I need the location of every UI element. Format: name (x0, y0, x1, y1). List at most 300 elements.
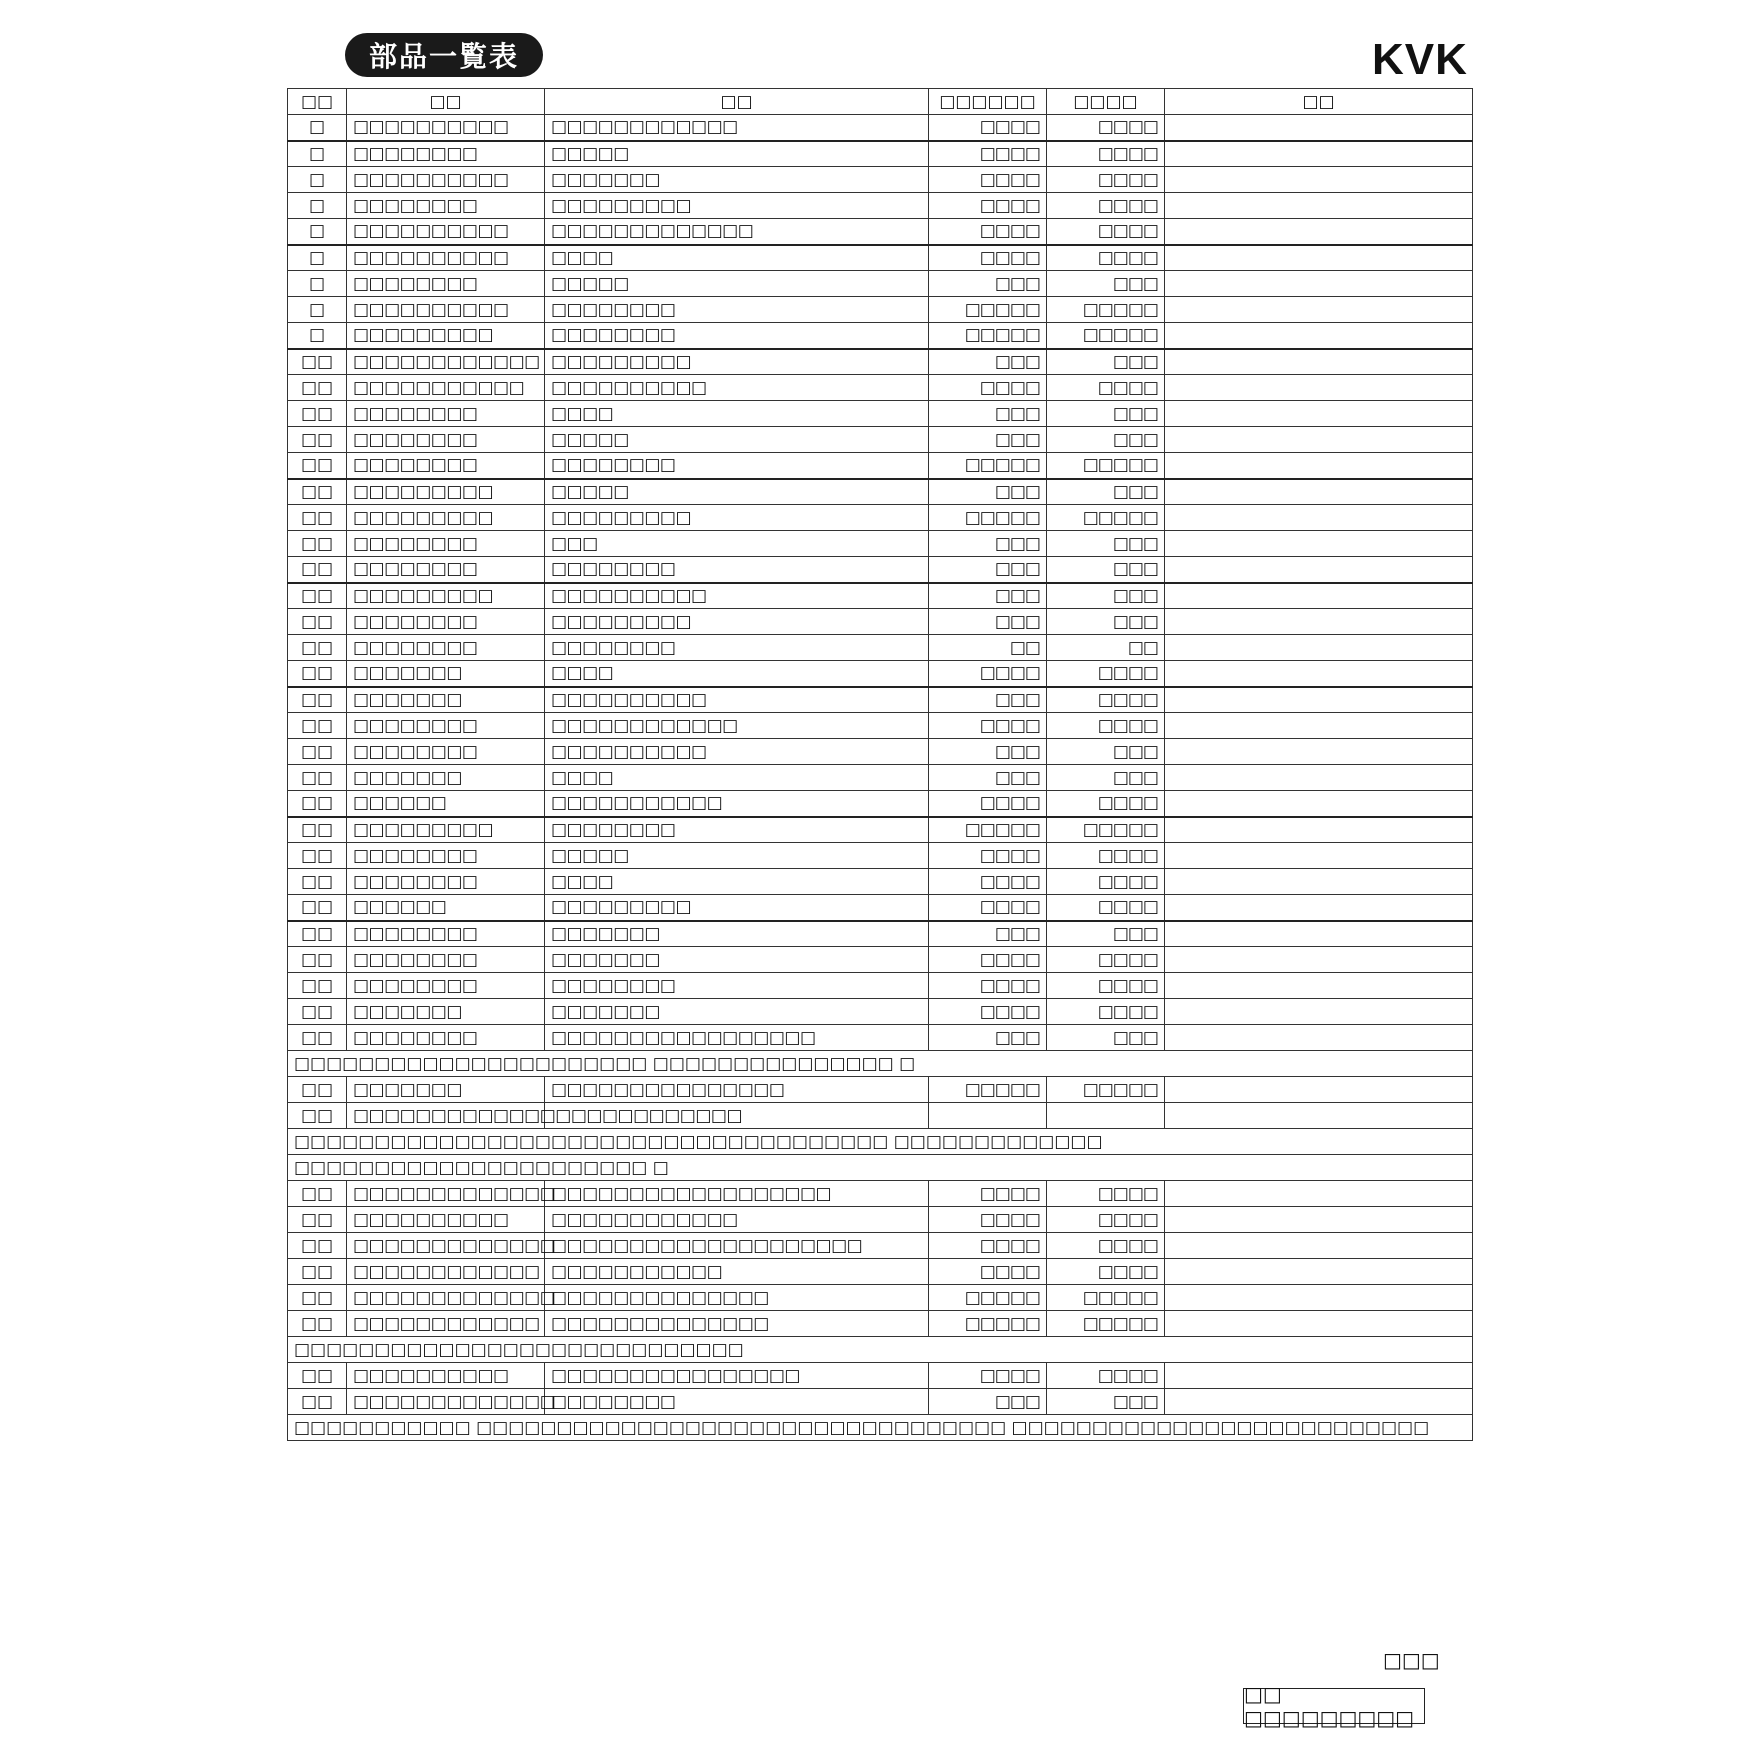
cell-code: □□□□□□□□ (347, 1025, 545, 1051)
cell-name: □□□□□□□□ (545, 817, 929, 843)
cell-code: □□□□□□□□□□□□ (347, 1311, 545, 1337)
cell-code: □□□□□□□□□□□□□ (347, 1285, 545, 1311)
cell-price-1: □□□□ (929, 973, 1047, 999)
cell-code: □□□□□□□□□□□□□ (347, 1181, 545, 1207)
cell-remarks (1165, 323, 1473, 349)
cell-remarks (1165, 219, 1473, 245)
cell-remarks (1165, 1233, 1473, 1259)
cell-no: □□ (288, 583, 347, 609)
cell-no: □□ (288, 895, 347, 921)
cell-no: □□ (288, 505, 347, 531)
cell-remarks (1165, 739, 1473, 765)
cell-price-1: □□□□ (929, 869, 1047, 895)
cell-code: □□□□□□□□□ (347, 323, 545, 349)
cell-code: □□□□□□□□□□ (347, 245, 545, 271)
cell-name: □□□□□□□□ (545, 453, 929, 479)
cell-code: □□□□□□□□□□ (347, 1207, 545, 1233)
cell-code: □□□□□□□ (347, 661, 545, 687)
cell-no: □□ (288, 739, 347, 765)
cell-price-2: □□□□ (1047, 999, 1165, 1025)
cell-name: □□□□□□□□□□□□□□□□□□□□ (545, 1233, 929, 1259)
cell-code: □□□□□□□ (347, 999, 545, 1025)
cell-name: □□□□□□□□ (545, 635, 929, 661)
cell-price-2: □□□ (1047, 401, 1165, 427)
header-price-1: □□□□□□ (929, 89, 1047, 115)
cell-no: □□ (288, 609, 347, 635)
cell-price-2: □□□ (1047, 557, 1165, 583)
cell-price-2: □□□ (1047, 479, 1165, 505)
cell-remarks (1165, 869, 1473, 895)
cell-price-2: □□ (1047, 635, 1165, 661)
cell-remarks (1165, 1259, 1473, 1285)
cell-remarks (1165, 531, 1473, 557)
cell-price-2: □□□ (1047, 427, 1165, 453)
cell-no: □ (288, 167, 347, 193)
cell-price-2: □□□□□ (1047, 1311, 1165, 1337)
note-row (288, 1155, 1473, 1181)
cell-name: □□□□□□□□□ (545, 609, 929, 635)
cell-remarks (1165, 817, 1473, 843)
cell-no: □□ (288, 635, 347, 661)
cell-price-1: □□□ (929, 271, 1047, 297)
cell-name: □□□□ (545, 401, 929, 427)
cell-price-1: □□□□ (929, 895, 1047, 921)
cell-no: □□ (288, 427, 347, 453)
cell-no: □□ (288, 999, 347, 1025)
cell-price-1: □□□□ (929, 999, 1047, 1025)
cell-price-2: □□□□ (1047, 167, 1165, 193)
table-row (288, 921, 1473, 947)
cell-remarks (1165, 453, 1473, 479)
cell-price-1: □□□□ (929, 1181, 1047, 1207)
cell-code: □□□□□□□□ (347, 271, 545, 297)
cell-code: □□□□□□□□ (347, 427, 545, 453)
cell-code: □□□□□□□□ (347, 947, 545, 973)
note-row (288, 1129, 1473, 1155)
cell-remarks (1165, 167, 1473, 193)
cell-remarks (1165, 245, 1473, 271)
table-row (288, 999, 1473, 1025)
cell-price-1: □□□□□ (929, 297, 1047, 323)
cell-remarks (1165, 947, 1473, 973)
cell-name: □□□□□□□□ (545, 973, 929, 999)
cell-price-1: □□□ (929, 1389, 1047, 1415)
cell-price-1: □□□ (929, 687, 1047, 713)
cell-name: □□□ (545, 531, 929, 557)
note-text: □□□□□□□□□□□□□□□□□□□□□□ □□□□□□□□□□□□□□□ □ (288, 1051, 1473, 1077)
table-row (288, 453, 1473, 479)
cell-remarks (1165, 973, 1473, 999)
cell-price-1: □□□□ (929, 1207, 1047, 1233)
cell-price-2: □□□□ (1047, 1207, 1165, 1233)
cell-code: □□□□□□□□□□ (347, 219, 545, 245)
cell-remarks (1165, 1077, 1473, 1103)
cell-no: □ (288, 141, 347, 167)
table-row (288, 1259, 1473, 1285)
cell-code: □□□□□□□□□□ (347, 1363, 545, 1389)
table-row (288, 1077, 1473, 1103)
cell-price-1: □□□□ (929, 713, 1047, 739)
cell-remarks (1165, 271, 1473, 297)
cell-name: □□□□□□□□ (545, 323, 929, 349)
table-row (288, 557, 1473, 583)
cell-name: □□□□□□□□ (545, 297, 929, 323)
table-row (288, 271, 1473, 297)
cell-price-1: □□□ (929, 349, 1047, 375)
cell-no: □□ (288, 921, 347, 947)
cell-no: □□ (288, 1311, 347, 1337)
cell-remarks (1165, 1285, 1473, 1311)
cell-code: □□□□□□□□ (347, 453, 545, 479)
cell-no: □□ (288, 1077, 347, 1103)
cell-name: □□□□□□□ (545, 947, 929, 973)
cell-price-2: □□□□□ (1047, 323, 1165, 349)
cell-price-2: □□□□ (1047, 973, 1165, 999)
cell-no: □□ (288, 1181, 347, 1207)
document-code: □□ □□□□□□□□□ (1243, 1688, 1425, 1724)
cell-no: □□ (288, 401, 347, 427)
cell-code: □□□□□□□□□□□ (347, 375, 545, 401)
table-body (288, 115, 1473, 1441)
cell-code: □□□□□□□□ (347, 401, 545, 427)
table-row (288, 323, 1473, 349)
table-row (288, 739, 1473, 765)
cell-price-1: □□□ (929, 765, 1047, 791)
table-row (288, 479, 1473, 505)
cell-remarks (1165, 687, 1473, 713)
cell-price-2: □□□□ (1047, 843, 1165, 869)
table-row (288, 349, 1473, 375)
cell-price-1: □□□□ (929, 661, 1047, 687)
cell-price-1: □□□□□ (929, 505, 1047, 531)
cell-price-2: □□□ (1047, 1389, 1165, 1415)
cell-remarks (1165, 791, 1473, 817)
cell-name: □□□□□ (545, 141, 929, 167)
header-code: □□ (347, 89, 545, 115)
cell-remarks (1165, 609, 1473, 635)
cell-remarks (1165, 401, 1473, 427)
cell-remarks (1165, 843, 1473, 869)
table-row (288, 869, 1473, 895)
table-row (288, 1025, 1473, 1051)
cell-code: □□□□□□□□□ (347, 505, 545, 531)
cell-name: □□□□□□□□□□ (545, 739, 929, 765)
cell-price-2: □□□□ (1047, 1233, 1165, 1259)
cell-remarks (1165, 1207, 1473, 1233)
table-row (288, 531, 1473, 557)
cell-price-2: □□□□ (1047, 895, 1165, 921)
table-row (288, 375, 1473, 401)
cell-remarks (1165, 427, 1473, 453)
cell-name: □□□□□□□□□ (545, 505, 929, 531)
cell-price-2 (1047, 1103, 1165, 1129)
cell-name: □□□□□ (545, 271, 929, 297)
cell-remarks (1165, 141, 1473, 167)
note-text: □□□□□□□□□□□ □□□□□□□□□□□□□□□□□□□□□□□□□□□□□□□□□ □□□□□□□□□□□□□□□□□□□□□□□□□□ (288, 1415, 1473, 1441)
header-name: □□ (545, 89, 929, 115)
cell-name: □□□□ (545, 869, 929, 895)
table-row (288, 817, 1473, 843)
cell-no: □ (288, 245, 347, 271)
table-header-row (288, 89, 1473, 115)
cell-no: □□ (288, 1389, 347, 1415)
cell-name: □□□□□□□□□□□□□□ (545, 1311, 929, 1337)
cell-remarks (1165, 1311, 1473, 1337)
cell-price-2: □□□□ (1047, 115, 1165, 141)
cell-no: □□ (288, 1259, 347, 1285)
table-row (288, 297, 1473, 323)
cell-price-2: □□□ (1047, 921, 1165, 947)
table-row (288, 219, 1473, 245)
cell-remarks (1165, 583, 1473, 609)
cell-price-1: □□□□□ (929, 1285, 1047, 1311)
cell-no: □□ (288, 1207, 347, 1233)
table-row (288, 895, 1473, 921)
cell-name: □□□□ (545, 245, 929, 271)
cell-name: □□□□□□□□□ (545, 193, 929, 219)
table-row (288, 401, 1473, 427)
cell-remarks (1165, 1181, 1473, 1207)
cell-price-1: □□□□ (929, 1233, 1047, 1259)
table-row (288, 1181, 1473, 1207)
page-title: 部品一覧表 (345, 33, 543, 77)
cell-code: □□□□□□□□ (347, 141, 545, 167)
table-row (288, 765, 1473, 791)
cell-name: □□□□□□□□□□□□□□□□□ (545, 1025, 929, 1051)
cell-price-2: □□□□□ (1047, 505, 1165, 531)
cell-no: □ (288, 297, 347, 323)
cell-price-1: □□□□ (929, 791, 1047, 817)
cell-no: □□ (288, 1285, 347, 1311)
table-row (288, 1103, 1473, 1129)
cell-price-2: □□□□ (1047, 219, 1165, 245)
cell-price-1: □□□□ (929, 245, 1047, 271)
table-row (288, 713, 1473, 739)
cell-price-1: □□□□□ (929, 323, 1047, 349)
cell-price-1: □□□ (929, 531, 1047, 557)
cell-code: □□□□□□□□ (347, 193, 545, 219)
cell-remarks (1165, 479, 1473, 505)
cell-no: □ (288, 115, 347, 141)
table-row (288, 1363, 1473, 1389)
cell-price-1: □□□□□ (929, 817, 1047, 843)
table-row (288, 687, 1473, 713)
cell-remarks (1165, 557, 1473, 583)
cell-price-1: □□□ (929, 557, 1047, 583)
cell-price-2: □□□□ (1047, 713, 1165, 739)
cell-code: □□□□□□□□ (347, 557, 545, 583)
cell-no: □□ (288, 557, 347, 583)
cell-remarks (1165, 505, 1473, 531)
cell-code: □□□□□□ (347, 895, 545, 921)
table-row (288, 1311, 1473, 1337)
cell-no: □□ (288, 1363, 347, 1389)
cell-code: □□□□□□□□ (347, 973, 545, 999)
cell-no: □ (288, 219, 347, 245)
cell-price-1: □□□ (929, 921, 1047, 947)
cell-code: □□□□□□□□□□ (347, 297, 545, 323)
cell-code: □□□□□□□□ (347, 843, 545, 869)
cell-code: □□□□□□□ (347, 765, 545, 791)
cell-code: □□□□□□□□ (347, 609, 545, 635)
cell-no: □□ (288, 1025, 347, 1051)
cell-price-2: □□□ (1047, 271, 1165, 297)
table-row (288, 791, 1473, 817)
cell-price-2: □□□□ (1047, 869, 1165, 895)
cell-remarks (1165, 661, 1473, 687)
cell-price-1: □□□ (929, 427, 1047, 453)
cell-price-1: □□□□ (929, 947, 1047, 973)
cell-name: □□□□□□□□□□□□ (545, 713, 929, 739)
cell-name: □□□□□□□□ (545, 557, 929, 583)
cell-price-1: □□□□ (929, 115, 1047, 141)
cell-price-2: □□□□ (1047, 791, 1165, 817)
cell-name: □□□□□□□□□□□□□□□ (545, 1077, 929, 1103)
cell-price-1: □□□ (929, 583, 1047, 609)
table-row (288, 141, 1473, 167)
cell-remarks (1165, 921, 1473, 947)
table-row (288, 609, 1473, 635)
cell-code: □□□□□□□□□□□□□ (347, 1389, 545, 1415)
table-row (288, 973, 1473, 999)
cell-remarks (1165, 375, 1473, 401)
cell-price-1: □□ (929, 635, 1047, 661)
cell-name: □□□□□□□□□□□□□□□□□□ (545, 1181, 929, 1207)
cell-price-1: □□□□ (929, 1363, 1047, 1389)
cell-name: □□□□□□□□□ (545, 895, 929, 921)
note-row (288, 1051, 1473, 1077)
cell-no: □□ (288, 817, 347, 843)
table-row (288, 193, 1473, 219)
cell-price-2: □□□ (1047, 349, 1165, 375)
cell-no: □□ (288, 1103, 347, 1129)
header-price-2: □□□□ (1047, 89, 1165, 115)
header-no: □□ (288, 89, 347, 115)
note-row (288, 1337, 1473, 1363)
cell-price-1: □□□□□ (929, 453, 1047, 479)
cell-name: □□□□□□□□□□□□□ (545, 219, 929, 245)
cell-no: □□ (288, 1233, 347, 1259)
cell-price-2: □□□□ (1047, 141, 1165, 167)
cell-remarks (1165, 1103, 1473, 1129)
cell-name: □□□□□□□ (545, 999, 929, 1025)
cell-name: □□□□□□□□□ (545, 349, 929, 375)
cell-no: □□ (288, 791, 347, 817)
cell-price-2: □□□□ (1047, 193, 1165, 219)
cell-remarks (1165, 635, 1473, 661)
cell-code: □□□□□□□□□ (347, 479, 545, 505)
cell-no: □ (288, 323, 347, 349)
cell-code: □□□□□□ (347, 791, 545, 817)
table-row (288, 843, 1473, 869)
cell-price-1: □□□□□ (929, 1077, 1047, 1103)
cell-no: □□ (288, 479, 347, 505)
cell-code: □□□□□□□ (347, 1077, 545, 1103)
cell-no: □□ (288, 973, 347, 999)
cell-name: □□□□ (545, 661, 929, 687)
cell-price-2: □□□□□ (1047, 453, 1165, 479)
cell-no: □□ (288, 869, 347, 895)
cell-price-2: □□□□ (1047, 1259, 1165, 1285)
cell-name: □□□□□□□□□□□ (545, 791, 929, 817)
cell-name: □□□□□ (545, 427, 929, 453)
cell-code: □□□□□□□□□□ (347, 167, 545, 193)
cell-price-2: □□□□□ (1047, 297, 1165, 323)
cell-price-2: □□□□ (1047, 947, 1165, 973)
cell-name: □□□□□□□ (545, 921, 929, 947)
cell-remarks (1165, 713, 1473, 739)
cell-code: □□□□□□□□ (347, 921, 545, 947)
cell-name: □□□□□□□□□□□ (545, 1259, 929, 1285)
note-text: □□□□□□□□□□□□□□□□□□□□□□□□□□□□ (288, 1337, 1473, 1363)
page-number: □□□ (1383, 1648, 1440, 1672)
table-row (288, 1389, 1473, 1415)
cell-no: □□ (288, 375, 347, 401)
cell-remarks (1165, 115, 1473, 141)
cell-no: □□ (288, 687, 347, 713)
cell-remarks (1165, 349, 1473, 375)
cell-no: □ (288, 193, 347, 219)
cell-code: □□□□□□□□□ (347, 817, 545, 843)
cell-price-2: □□□□ (1047, 1363, 1165, 1389)
cell-price-1: □□□ (929, 479, 1047, 505)
table-row (288, 245, 1473, 271)
note-text: □□□□□□□□□□□□□□□□□□□□□□ □ (288, 1155, 1473, 1181)
cell-no: □ (288, 271, 347, 297)
cell-name: □□□□□□□□□□□□ (545, 1207, 929, 1233)
table-row (288, 167, 1473, 193)
cell-price-2: □□□□ (1047, 687, 1165, 713)
cell-price-2: □□□□ (1047, 1181, 1165, 1207)
cell-price-2: □□□ (1047, 739, 1165, 765)
header-remarks: □□ (1165, 89, 1473, 115)
table-row (288, 505, 1473, 531)
cell-price-1: □□□□ (929, 141, 1047, 167)
cell-no: □□ (288, 349, 347, 375)
cell-price-1: □□□□□ (929, 1311, 1047, 1337)
cell-name: □□□□□□□□□□ (545, 375, 929, 401)
cell-price-2: □□□□ (1047, 245, 1165, 271)
cell-code: □□□□□□□□ (347, 635, 545, 661)
table-row (288, 635, 1473, 661)
cell-price-1 (929, 1103, 1047, 1129)
cell-price-2: □□□ (1047, 609, 1165, 635)
cell-name: □□□□□□□ (545, 167, 929, 193)
cell-name: □□□□□□□□□□□□□□□□ (545, 1363, 929, 1389)
cell-remarks (1165, 1025, 1473, 1051)
cell-code: □□□□□□□□□□□□ (347, 349, 545, 375)
cell-name: □□□□□□□□□□□□□□ (545, 1285, 929, 1311)
cell-no: □□ (288, 661, 347, 687)
cell-price-1: □□□□ (929, 843, 1047, 869)
cell-price-2: □□□□ (1047, 661, 1165, 687)
cell-code: □□□□□□□ (347, 687, 545, 713)
cell-name: □□□□□ (545, 479, 929, 505)
table-row (288, 1233, 1473, 1259)
cell-no: □□ (288, 947, 347, 973)
cell-no: □□ (288, 765, 347, 791)
cell-code: □□□□□□□□ (347, 739, 545, 765)
cell-remarks (1165, 895, 1473, 921)
table-row (288, 427, 1473, 453)
cell-price-2: □□□ (1047, 531, 1165, 557)
cell-code: □□□□□□□□□□□□ (347, 1259, 545, 1285)
cell-price-2: □□□ (1047, 583, 1165, 609)
brand-logo: KVK (1372, 35, 1468, 84)
cell-remarks (1165, 999, 1473, 1025)
cell-remarks (1165, 297, 1473, 323)
cell-remarks (1165, 193, 1473, 219)
